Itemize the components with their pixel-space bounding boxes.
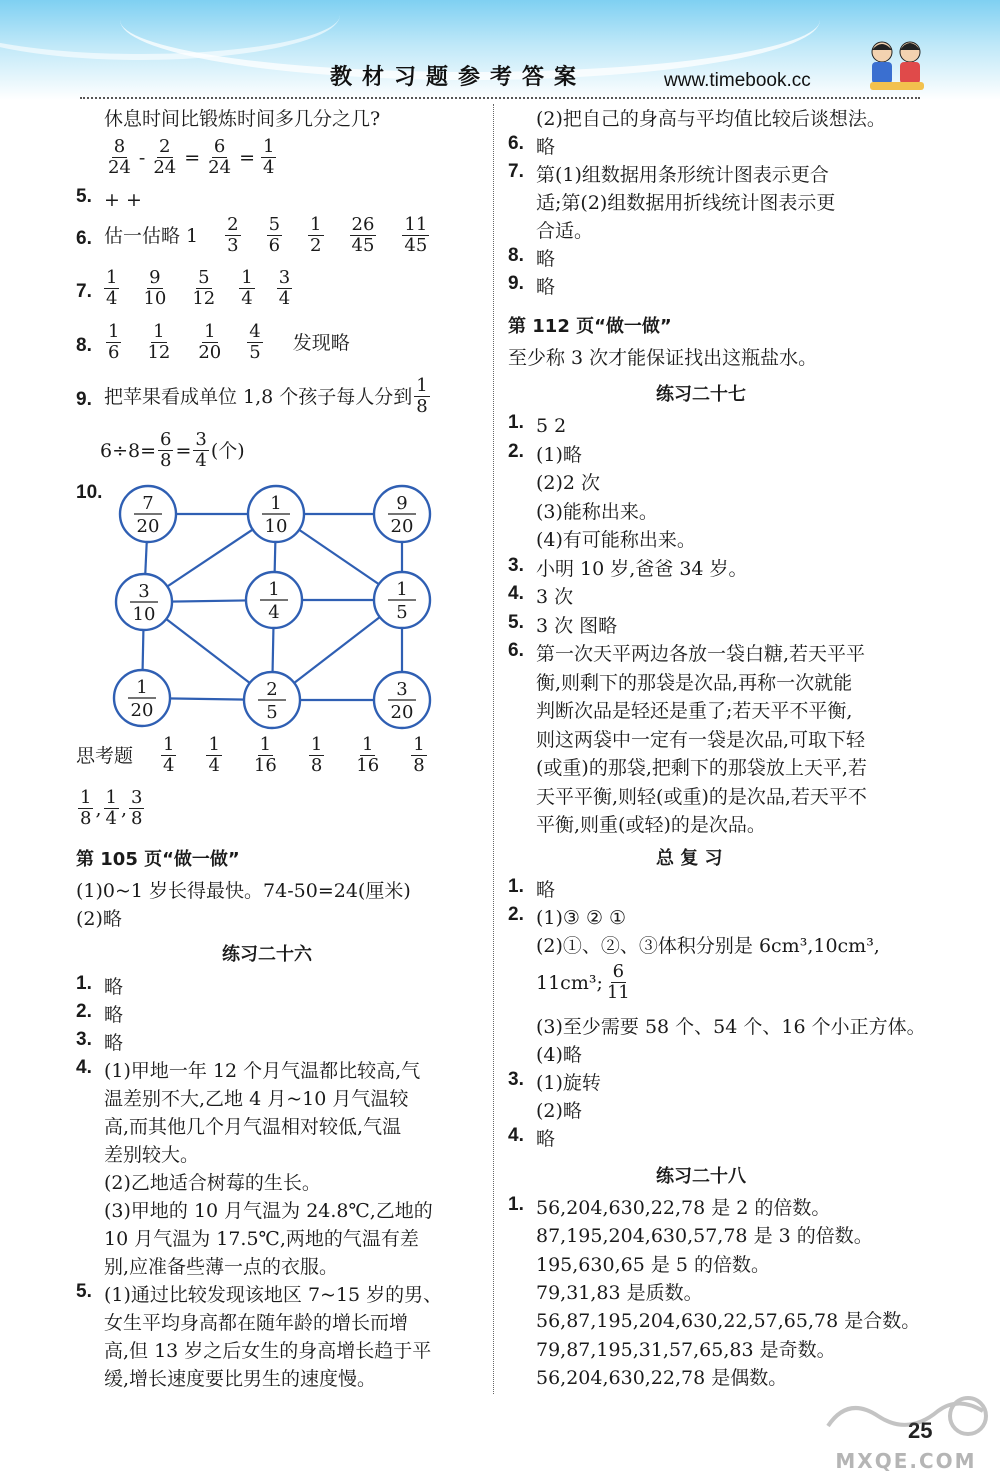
node-numerator: 1 (136, 677, 148, 698)
answer-text: 略 (104, 1032, 124, 1054)
header-title: 教材习题参考答案 (330, 65, 587, 90)
svg-text:MXQE.COM: MXQE.COM (835, 1449, 977, 1473)
fraction (129, 788, 144, 829)
fraction-numerator: 1 (310, 214, 322, 235)
question-number: 5. (508, 611, 524, 633)
equation-row (100, 430, 245, 471)
node-denominator: 20 (390, 516, 414, 537)
node-denominator: 20 (136, 516, 160, 537)
question-number: 7. (76, 281, 92, 302)
fraction-numerator: 2 (227, 214, 239, 235)
fraction-denominator: 4 (105, 808, 117, 829)
diagram-node (244, 672, 300, 728)
fraction-denominator: 45 (351, 235, 375, 256)
node-numerator: 1 (268, 579, 280, 600)
fraction (151, 137, 178, 178)
fraction-numerator: 3 (278, 267, 291, 288)
section-heading: 练习二十六 (222, 944, 312, 965)
answer-text: + + (104, 189, 142, 211)
answer-text: (3)能称出来。 (536, 500, 658, 523)
answer-text: 195,630,65 是 5 的倍数。 (536, 1253, 770, 1276)
answer-text: (2)略 (536, 1100, 582, 1122)
answer-text: 则这两袋中一定有一袋是次品,可取下轻 (536, 728, 866, 751)
diagram-node (114, 670, 170, 726)
answer-text: 缓,增长速度要比男生的速度慢。 (104, 1368, 377, 1390)
fraction-numerator: 1 (208, 734, 220, 755)
answer-text: (或重)的那袋,把剩下的那袋放上天平,若 (536, 757, 867, 779)
fraction (261, 137, 276, 178)
fraction-denominator: 45 (404, 235, 428, 256)
fraction (145, 322, 172, 363)
fraction (196, 322, 223, 363)
fraction-denominator: 6 (108, 342, 120, 363)
fraction-denominator: 4 (106, 288, 118, 309)
fraction-numerator: 1 (163, 734, 175, 755)
fraction (267, 215, 282, 256)
fraction (161, 735, 176, 776)
fraction-denominator: 24 (208, 157, 232, 178)
fraction-denominator: 4 (195, 450, 207, 471)
fraction-denominator: 2 (310, 235, 322, 256)
answer-text: 5 2 (536, 415, 567, 437)
question-number: 6. (508, 640, 524, 661)
operator: = (184, 146, 201, 169)
answer-text: (2)乙地适合树莓的生长。 (104, 1172, 321, 1194)
fraction-numerator: 3 (131, 787, 143, 808)
fraction-numerator: 1 (108, 321, 120, 342)
node-denominator: 20 (390, 702, 414, 723)
fraction-numerator: 1 (262, 136, 275, 157)
question-number: 5. (76, 186, 92, 207)
fraction-numerator: 9 (149, 267, 161, 288)
fraction (414, 376, 429, 417)
fraction-denominator: 4 (278, 288, 291, 309)
answer-text: (3)至少需要 58 个、54 个、16 个小正方体。 (536, 1016, 926, 1038)
question-text: 休息时间比锻炼时间多几分之几? (104, 108, 381, 130)
question-number: 4. (76, 1057, 92, 1078)
fraction (190, 268, 217, 309)
fraction-denominator: 12 (192, 288, 216, 309)
fraction-numerator: 1 (241, 267, 253, 288)
fraction-numerator: 26 (351, 214, 375, 235)
answer-text: (1)通过比较发现该地区 7~15 岁的男、 (104, 1284, 443, 1306)
answer-text: (4)有可能称出来。 (536, 529, 696, 551)
fraction (106, 322, 121, 363)
answer-text: 适;第(2)组数据用折线统计图表示更 (536, 192, 836, 214)
diagram-node (246, 572, 302, 628)
answer-text: 3 次 (536, 586, 574, 608)
node-denominator: 4 (268, 602, 280, 623)
fraction-denominator: 4 (262, 157, 275, 178)
node-denominator: 20 (130, 700, 154, 721)
fraction (277, 268, 292, 309)
operator: - (138, 146, 146, 169)
node-numerator: 9 (396, 493, 408, 514)
think-question-row (76, 735, 455, 776)
answer-text: 略 (536, 136, 556, 158)
page-header (0, 0, 1000, 100)
answer-row (104, 268, 314, 309)
fraction-denominator: 8 (413, 755, 425, 776)
answer-text: 至少称 3 次才能保证找出这瓶盐水。 (508, 347, 818, 369)
answer-text: 略 (536, 1128, 556, 1150)
question-number: 1. (508, 412, 524, 433)
question-number: 5. (76, 1281, 92, 1302)
answer-text: 天平平衡,则轻(或重)的是次品,若天平不 (536, 785, 867, 808)
fraction-denominator: 8 (131, 808, 143, 829)
column-divider (493, 104, 494, 1394)
node-denominator: 10 (132, 604, 156, 625)
answer-text: 略 (536, 276, 556, 298)
fraction (402, 215, 429, 256)
fraction (239, 268, 254, 309)
question-number: 6. (76, 228, 92, 249)
answer-text: 10 月气温为 17.5℃,两地的气温有差 (104, 1228, 419, 1250)
fraction-numerator: 4 (249, 321, 261, 342)
diagram-node (374, 572, 430, 628)
fraction-numerator: 8 (113, 136, 126, 157)
answer-text: 略 (104, 976, 124, 998)
answer-text: 别,应准备些薄一点的衣服。 (104, 1256, 339, 1278)
section-heading: 第 105 页“做一做” (76, 849, 240, 870)
fraction-denominator: 8 (416, 396, 428, 417)
answer-text: 略 (536, 879, 556, 901)
node-denominator: 5 (396, 602, 408, 623)
fraction (104, 268, 119, 309)
question-number: 4. (508, 1125, 524, 1146)
operator: = (239, 146, 255, 169)
separator: , (120, 797, 127, 820)
answer-row (104, 322, 350, 363)
fraction-numerator: 1 (416, 375, 428, 396)
node-numerator: 2 (266, 679, 278, 700)
think-question-label: 思考题 (76, 744, 134, 767)
question-number: 2. (76, 1001, 92, 1022)
fraction-numerator: 1 (80, 787, 92, 808)
fraction-numerator: 5 (198, 267, 210, 288)
fraction-numerator: 3 (195, 429, 207, 450)
fraction (193, 430, 208, 471)
answer-text: 温差别不大,乙地 4 月~10 月气温较 (104, 1088, 409, 1110)
answer-text: 87,195,204,630,57,78 是 3 的倍数。 (536, 1225, 873, 1248)
question-number: 9. (508, 273, 524, 294)
answer-text: 差别较大。 (104, 1144, 200, 1166)
answer-text: 发现略 (292, 331, 350, 354)
fraction (411, 735, 426, 776)
header-url[interactable]: www.timebook.cc (664, 70, 811, 91)
fraction-denominator: 8 (160, 450, 172, 471)
diagram-node (116, 574, 172, 630)
fraction (247, 322, 262, 363)
diagram-node (374, 486, 430, 542)
section-heading: 第 112 页“做一做” (508, 316, 672, 337)
node-numerator: 1 (396, 579, 408, 600)
question-number: 1. (508, 876, 524, 897)
fraction (141, 268, 168, 309)
question-number: 8. (76, 335, 92, 356)
fraction-numerator: 1 (106, 267, 118, 288)
fraction-numerator: 5 (268, 214, 281, 235)
header-divider (80, 97, 920, 99)
answer-text: 合适。 (536, 220, 594, 242)
question-number: 3. (508, 1069, 524, 1090)
separator: , (95, 797, 102, 820)
fraction (309, 735, 324, 776)
fraction-denominator: 24 (153, 157, 177, 178)
fraction-numerator: 1 (259, 734, 272, 755)
answer-text: 56,87,195,204,630,22,57,65,78 是合数。 (536, 1310, 921, 1333)
question-number: 3. (76, 1029, 92, 1050)
answer-row (104, 215, 442, 256)
fraction-denominator: 8 (310, 755, 323, 776)
answer-text: (个) (210, 439, 245, 462)
fraction-denominator: 5 (249, 342, 261, 363)
answer-text: 女生平均身高都在随年龄的增长而增 (104, 1312, 409, 1334)
fraction-denominator: 4 (208, 755, 220, 776)
question-number: 1. (76, 973, 92, 994)
answer-text: 平衡,则重(或轻)的是次品。 (536, 814, 766, 836)
answer-text: 小明 10 岁,爸爸 34 岁。 (536, 557, 748, 580)
answer-text: (1)0~1 岁长得最快。74-50=24(厘米) (76, 880, 411, 902)
fraction-denominator: 6 (268, 235, 281, 256)
answer-text: 略 (536, 248, 556, 270)
section-heading: 练习二十八 (656, 1166, 746, 1187)
node-numerator: 3 (396, 679, 408, 700)
question-number: 4. (508, 583, 524, 604)
question-number: 3. (508, 554, 524, 576)
fraction-numerator: 1 (362, 734, 374, 755)
fraction-denominator: 12 (147, 342, 171, 363)
operator: = (175, 439, 192, 462)
fraction-numerator: 6 (612, 961, 625, 982)
answer-text: 56,204,630,22,78 是偶数。 (536, 1366, 788, 1389)
answer-row (536, 962, 634, 1003)
fraction-numerator: 11 (404, 214, 428, 235)
answer-text: 79,31,83 是质数。 (536, 1281, 703, 1304)
children-mascot-icon (862, 38, 932, 94)
fraction (158, 430, 173, 471)
fraction-denominator: 11 (606, 982, 630, 1003)
fraction-numerator: 1 (105, 787, 117, 808)
fraction-denominator: 10 (143, 288, 167, 309)
answer-text: (2)略 (76, 908, 122, 930)
answer-row (104, 376, 432, 417)
answer-text: 高,但 13 岁之后女生的身高增长趋于平 (104, 1340, 432, 1362)
fraction-denominator: 16 (356, 755, 380, 776)
answer-text: 判断次品是轻还是重了;若天平不平衡, (536, 700, 853, 722)
question-number: 10. (76, 482, 103, 503)
answer-text: (1)甲地一年 12 个月气温都比较高,气 (104, 1060, 421, 1082)
fraction-denominator: 4 (163, 755, 175, 776)
fraction (605, 962, 632, 1003)
question-number: 6. (508, 133, 524, 154)
answer-text: 11cm³; (536, 971, 603, 994)
answer-text: 3 次 图略 (536, 614, 618, 637)
question-number: 9. (76, 389, 92, 410)
answer-text: (1)旋转 (536, 1072, 601, 1094)
page-number: 25 (908, 1418, 933, 1443)
fraction (225, 215, 240, 256)
equation-text: 6÷8= (100, 439, 157, 462)
fraction (354, 735, 381, 776)
diagram-node (248, 486, 304, 542)
answer-text: (1)略 (536, 443, 582, 466)
answer-text: 高,而其他几个月气温相对较低,气温 (104, 1116, 402, 1138)
node-denominator: 5 (266, 702, 278, 723)
equation-row (104, 137, 278, 178)
fraction-numerator: 6 (213, 136, 226, 157)
fraction-denominator: 24 (108, 157, 131, 178)
fraction-denominator: 8 (80, 808, 92, 829)
answer-text: (1)③ ② ① (536, 907, 627, 929)
fraction-numerator: 1 (413, 734, 425, 755)
fraction (78, 788, 93, 829)
answer-text: 第(1)组数据用条形统计图表示更合 (536, 164, 829, 186)
node-denominator: 10 (264, 516, 288, 537)
fraction (350, 215, 377, 256)
think-question-row (76, 788, 146, 829)
fraction-numerator: 1 (204, 321, 216, 342)
answer-text: 估一估略 1 (104, 224, 199, 247)
fraction-numerator: 1 (310, 734, 323, 755)
answer-text: (2)2 次 (536, 472, 601, 494)
node-numerator: 1 (270, 493, 282, 514)
fraction-denominator: 16 (253, 755, 277, 776)
fraction-numerator: 2 (159, 136, 171, 157)
diagram-node (120, 486, 176, 542)
answer-text: (2)把自己的身高与平均值比较后谈想法。 (536, 108, 886, 130)
diagram-node (374, 672, 430, 728)
section-heading: 总 复 习 (656, 848, 723, 869)
question-number: 7. (508, 161, 524, 182)
fraction (206, 137, 233, 178)
answer-text: 第一次天平两边各放一袋白糖,若天平平 (536, 643, 866, 665)
fraction (308, 215, 323, 256)
answer-text: (3)甲地的 10 月气温为 24.8℃,乙地的 (104, 1200, 433, 1222)
section-heading: 练习二十七 (656, 384, 746, 405)
answer-text: 衡,则剩下的那袋是次品,再称一次就能 (536, 671, 853, 694)
fraction-numerator: 1 (153, 321, 165, 342)
node-numerator: 7 (142, 493, 154, 514)
question-number: 2. (508, 440, 524, 462)
answer-text: 略 (104, 1004, 124, 1026)
question-number: 2. (508, 904, 524, 925)
fraction (206, 735, 221, 776)
answer-text: 把苹果看成单位 1,8 个孩子每人分到 (104, 385, 413, 408)
fraction (104, 788, 119, 829)
answer-text: 56,204,630,22,78 是 2 的倍数。 (536, 1197, 831, 1219)
answer-text: (4)略 (536, 1044, 582, 1066)
question-number: 8. (508, 245, 524, 266)
watermark-logo (818, 1386, 993, 1474)
fraction (252, 735, 279, 776)
fraction-denominator: 3 (227, 235, 239, 256)
fraction-network-diagram (104, 478, 444, 740)
fraction (106, 137, 133, 178)
question-number: 1. (508, 1194, 524, 1215)
fraction-denominator: 20 (198, 342, 222, 363)
node-numerator: 3 (138, 581, 150, 602)
answer-text: 79,87,195,31,57,65,83 是奇数。 (536, 1338, 836, 1361)
fraction-numerator: 6 (160, 429, 172, 450)
answer-text: (2)①、②、③体积分别是 6cm³,10cm³, (536, 935, 880, 957)
fraction-denominator: 4 (241, 288, 253, 309)
